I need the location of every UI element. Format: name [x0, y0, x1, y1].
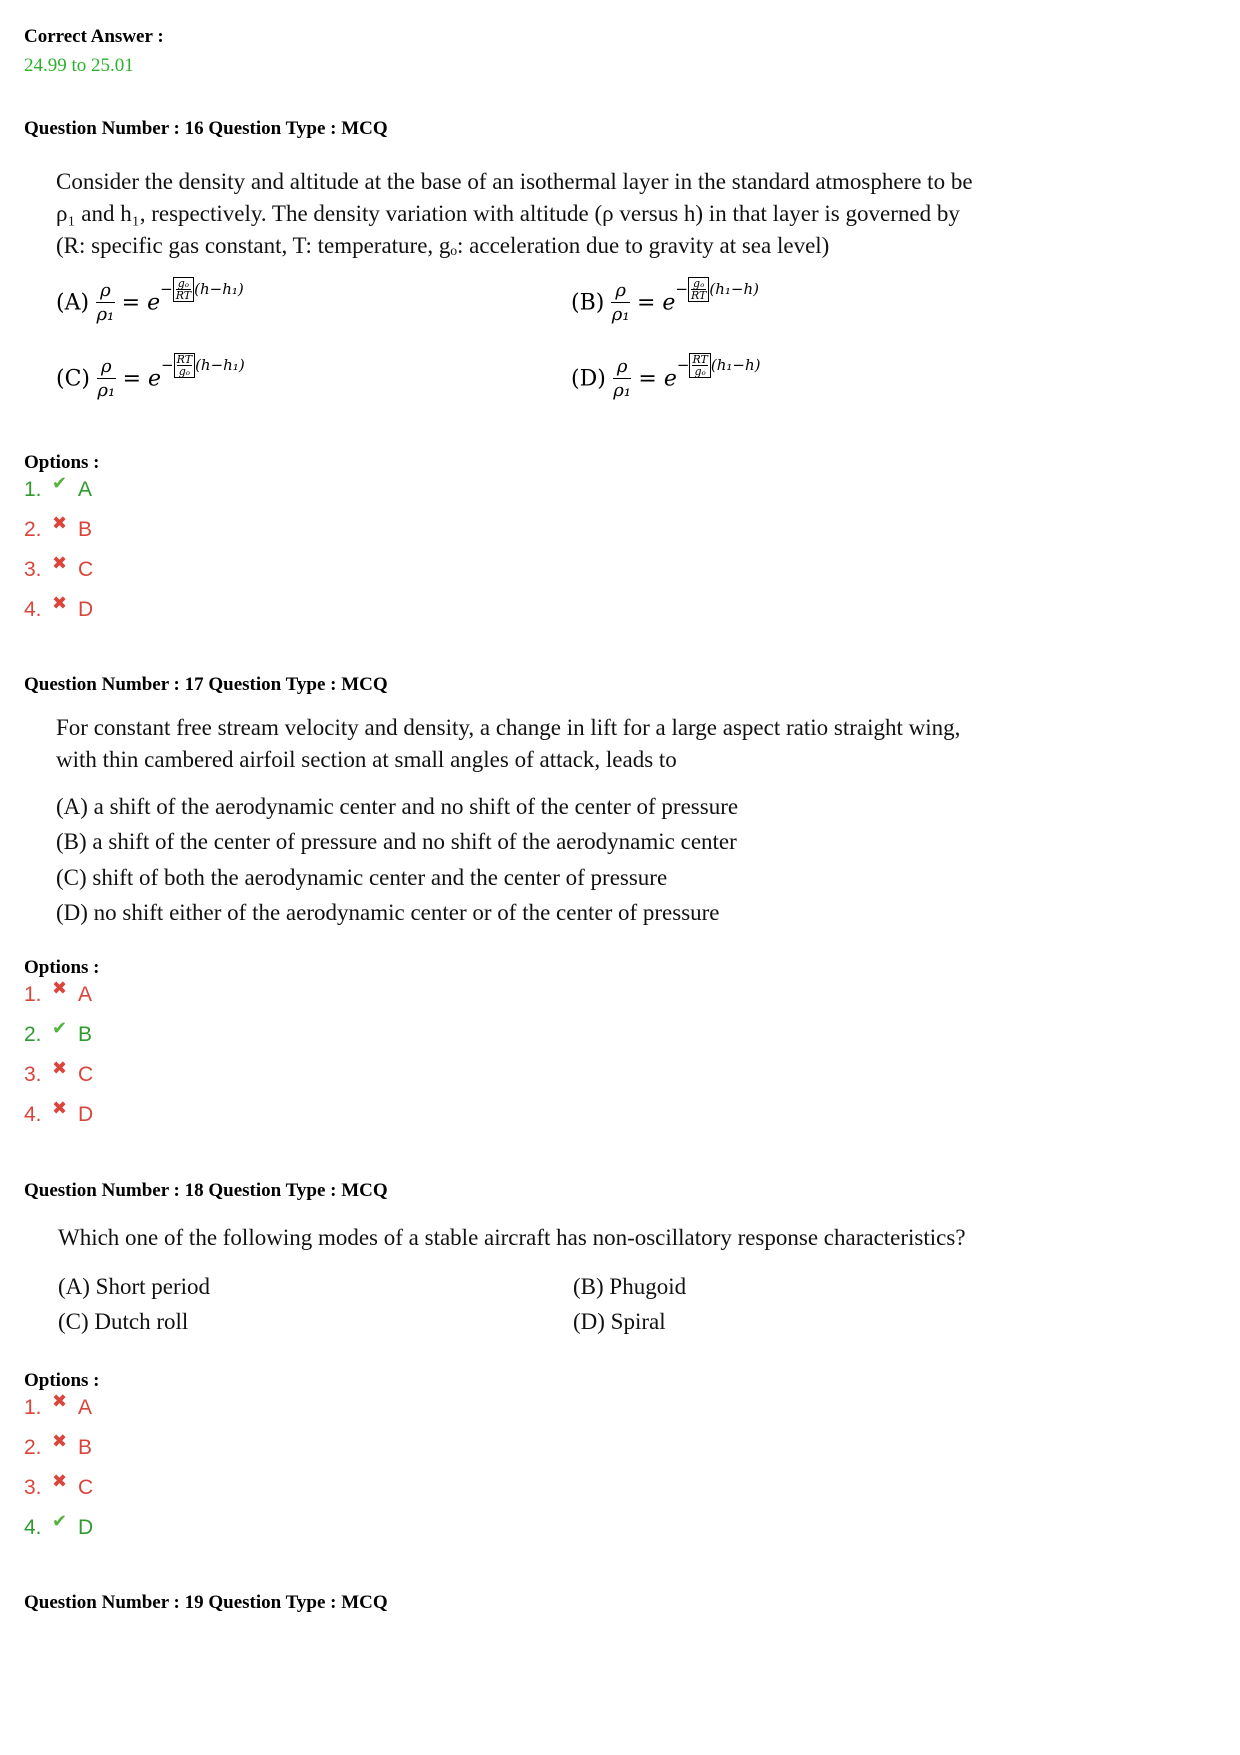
q17-text-line1: For constant free stream velocity and density, a change in lift for a large aspect ratio straight wing,: [56, 715, 961, 740]
q16-choice-b: (B) $\frac{\rho}{\text{ρ₁}}$ = $e^{- \frac{\text{gₒ}}{RT} (h_1-h)}$: [571, 277, 760, 325]
option-number: 4.: [24, 1103, 42, 1126]
option-number: 3.: [24, 558, 42, 581]
q17-choice-a: (A) a shift of the aerodynamic center and no shift of the center of pressure: [56, 794, 739, 819]
option-letter: C: [78, 1476, 94, 1499]
check-icon: ✔: [52, 1511, 68, 1531]
option-number: 3.: [24, 1476, 42, 1499]
option-number: 1.: [24, 478, 42, 501]
q16-choice-d-label: (D): [571, 366, 606, 392]
q18-option-a: [24, 1391, 93, 1426]
q18-text-line1: Which one of the following modes of a stable aircraft has non-oscillatory response characteristics?: [58, 1225, 966, 1250]
q16-option-a: [24, 473, 93, 508]
equals-e: = e: [636, 290, 676, 316]
equals-e: = e: [121, 290, 161, 316]
equals-e: = e: [638, 366, 677, 392]
exponent-bracket: $\frac{RT}{\text{gₒ}}$: [174, 353, 195, 378]
option-letter: A: [78, 983, 93, 1006]
q16-option-b: [24, 513, 93, 548]
exponent-bracket: $\frac{\text{gₒ}}{RT}$: [173, 277, 194, 302]
q17-choice-c: (C) shift of both the aerodynamic center and the center of pressure: [56, 865, 668, 890]
q16-choice-c-label: (C): [56, 366, 90, 392]
q17-option-b: [24, 1018, 93, 1053]
check-icon: ✔: [52, 473, 68, 493]
option-letter: D: [78, 598, 94, 621]
cross-icon: ✖: [52, 1431, 68, 1451]
q18-option-d: [24, 1511, 94, 1546]
q18-heading: Question Number : 18 Question Type : MCQ: [24, 1180, 388, 1201]
q17-choice-b: (B) a shift of the center of pressure and no shift of the aerodynamic center: [56, 829, 737, 854]
rho-fraction: $\frac{\rho}{\text{ρ₁}}$: [96, 280, 115, 325]
q18-choice-c: (C) Dutch roll: [58, 1309, 189, 1334]
q18-option-c: [24, 1471, 94, 1506]
cross-icon: ✖: [52, 978, 68, 998]
exponent-bracket: $\frac{RT}{\text{gₒ}}$: [689, 353, 710, 378]
cross-icon: ✖: [52, 1391, 68, 1411]
q16-choice-b-label: (B): [571, 290, 605, 316]
cross-icon: ✖: [52, 1471, 68, 1491]
correct-answer-value: 24.99 to 25.01: [24, 55, 134, 76]
option-number: 4.: [24, 1516, 42, 1539]
option-letter: A: [78, 478, 93, 501]
q17-option-c: [24, 1058, 94, 1093]
q17-option-a: [24, 978, 93, 1013]
option-number: 1.: [24, 1396, 42, 1419]
option-letter: A: [78, 1396, 93, 1419]
rho-fraction: $\frac{\rho}{\text{ρ₁}}$: [97, 356, 116, 401]
q17-text-line2: with thin cambered airfoil section at small angles of attack, leads to: [56, 747, 677, 772]
q16-option-d: [24, 593, 94, 628]
rho-fraction: $\frac{\rho}{\text{ρ₁}}$: [611, 280, 630, 325]
option-letter: C: [78, 1063, 94, 1086]
option-number: 1.: [24, 983, 42, 1006]
q16-text-line1: Consider the density and altitude at the base of an isothermal layer in the standard atmosphere to be: [56, 169, 973, 194]
cross-icon: ✖: [52, 513, 68, 533]
option-number: 2.: [24, 1436, 42, 1459]
q16-choice-c: (C) $\frac{\rho}{\text{ρ₁}}$ = $e^{- \frac{RT}{\text{gₒ}} (h-h_1)}$: [56, 353, 245, 401]
q16-option-c: [24, 553, 94, 588]
cross-icon: ✖: [52, 593, 68, 613]
option-number: 2.: [24, 518, 42, 541]
option-letter: C: [78, 558, 94, 581]
option-letter: B: [78, 1436, 93, 1459]
option-letter: B: [78, 1023, 93, 1046]
check-icon: ✔: [52, 1018, 68, 1038]
option-number: 4.: [24, 598, 42, 621]
option-letter: B: [78, 518, 93, 541]
q16-choice-d: (D) $\frac{\rho}{\text{ρ₁}}$ = $e^{- \frac{RT}{\text{gₒ}} (h_1-h)}$: [571, 353, 761, 401]
q16-heading: Question Number : 16 Question Type : MCQ: [24, 118, 388, 139]
option-number: 2.: [24, 1023, 42, 1046]
q17-heading: Question Number : 17 Question Type : MCQ: [24, 674, 388, 695]
q16-options-label: Options :: [24, 452, 100, 473]
q17-option-d: [24, 1098, 94, 1133]
q16-text-line2: ρ₁ and h₁, respectively. The density variation with altitude (ρ versus h) in that layer is governed by: [56, 201, 960, 226]
cross-icon: ✖: [52, 553, 68, 573]
q16-text-line3: (R: specific gas constant, T: temperature, gₒ: acceleration due to gravity at sea level): [56, 233, 830, 258]
q18-choice-b: (B) Phugoid: [573, 1274, 687, 1299]
equals-e: = e: [122, 366, 162, 392]
q18-choice-d: (D) Spiral: [573, 1309, 666, 1334]
q18-choice-a: (A) Short period: [58, 1274, 211, 1299]
q18-options-label: Options :: [24, 1370, 100, 1391]
q19-heading: Question Number : 19 Question Type : MCQ: [24, 1592, 388, 1613]
exponent-bracket: $\frac{\text{gₒ}}{RT}$: [688, 277, 709, 302]
q17-choice-d: (D) no shift either of the aerodynamic center or of the center of pressure: [56, 900, 720, 925]
correct-answer-label: Correct Answer :: [24, 26, 164, 47]
q17-options-label: Options :: [24, 957, 100, 978]
q16-choice-a-label: (A): [56, 290, 90, 316]
q18-option-b: [24, 1431, 93, 1466]
rho-fraction: $\frac{\rho}{\text{ρ₁}}$: [613, 356, 632, 401]
option-number: 3.: [24, 1063, 42, 1086]
option-letter: D: [78, 1103, 94, 1126]
cross-icon: ✖: [52, 1058, 68, 1078]
q16-choice-a: (A) $\frac{\rho}{\text{ρ₁}}$ = $e^{- \frac{\text{gₒ}}{RT} (h-h_1)}$: [56, 277, 244, 325]
cross-icon: ✖: [52, 1098, 68, 1118]
option-letter: D: [78, 1516, 94, 1539]
